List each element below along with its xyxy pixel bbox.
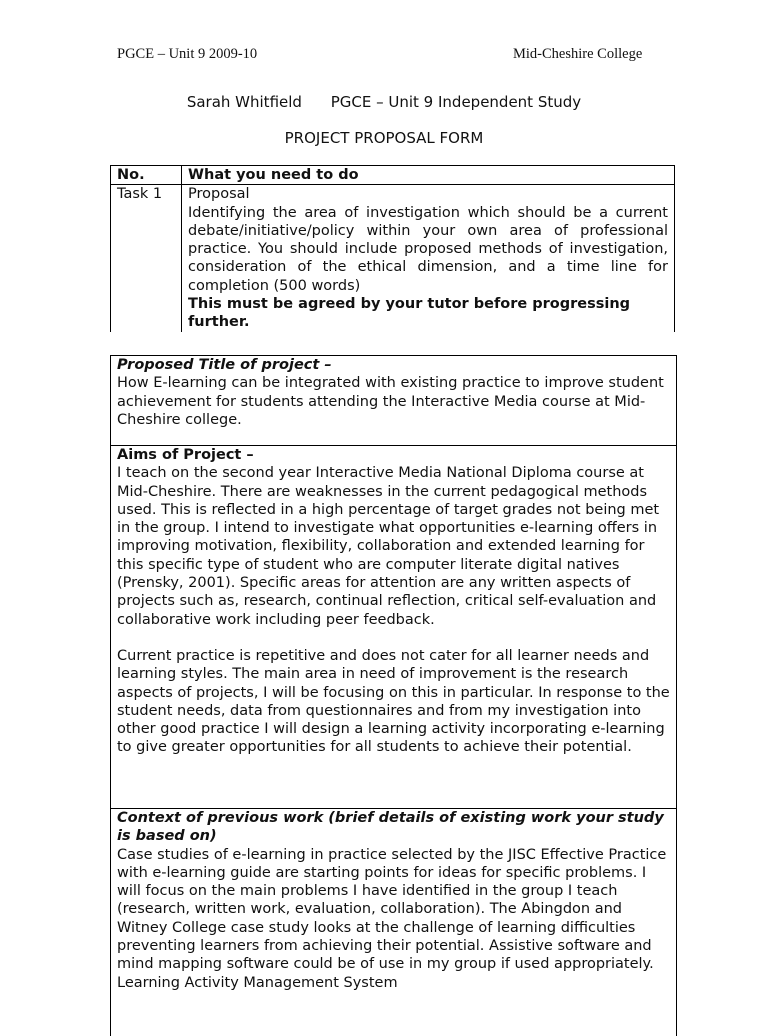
task-note: This must be agreed by your tutor before progressing further.	[188, 296, 631, 331]
task-description-cell	[182, 185, 675, 332]
form-title: PROJECT PROPOSAL FORM	[284, 129, 484, 147]
task-number-cell: Task 1	[111, 185, 182, 332]
section-aims	[111, 446, 676, 809]
section-context	[111, 809, 676, 992]
aims-paragraph-2: Current practice is repetitive and does not cater for all learner needs and learning styles. The main area in need of improvement is the research aspects of projects, I will be focusing on this in particular. In response to the student needs, data from questionnaires and from my investigation into other good practice I will design a learning activity incorporating e-learning to give greater opportunities for all students to achieve their potential.	[117, 647, 670, 756]
section-proposed-title	[111, 356, 676, 446]
proposal-table	[110, 355, 677, 1036]
column-header-task: What you need to do	[182, 166, 675, 185]
proposed-title-text: How E-learning can be integrated with existing practice to improve student achievement for students attending the Interactive Media course at Mid-Cheshire college.	[117, 375, 664, 428]
context-heading: Context of previous work (brief details of existing work your study is based on)	[117, 810, 664, 845]
running-header-left: PGCE – Unit 9 2009-10	[117, 46, 258, 62]
context-text: Case studies of e-learning in practice selected by the JISC Effective Practice with e-learning guide are starting points for ideas for specific problems. I will focus on the main problems I have identified in the group I teach (research, written work, evaluation, collaboration). The Abingdon and Witney College case study looks at the challenge of learning difficulties preventing learners from achieving their potential. Assistive software and mind mapping software could be of use in my group if used appropriately. Learning Activity Management System	[117, 846, 667, 991]
task-title: Proposal	[188, 186, 250, 203]
column-header-number: No.	[111, 166, 182, 185]
proposed-title-heading: Proposed Title of project –	[117, 357, 332, 373]
aims-heading: Aims of Project –	[117, 447, 254, 463]
task-table-header-row	[111, 166, 675, 185]
course-title: PGCE – Unit 9 Independent Study	[330, 93, 582, 111]
task-description: Identifying the area of investigation which should be a current debate/initiative/policy within your own area of professional practice. You should include proposed methods of investigation, consideration of the ethical dimension, and a time line for completion (500 words)	[188, 204, 668, 294]
running-header-right: Mid-Cheshire College	[513, 46, 643, 62]
document-title-line	[0, 93, 768, 111]
author-name: Sarah Whitfield	[186, 93, 302, 111]
aims-paragraph-1: I teach on the second year Interactive Media National Diploma course at Mid-Cheshire. There are weaknesses in the current pedagogical methods used. This is reflected in a high percentage of target grades not being met in the group. I intend to investigate what opportunities e-learning offers in improving motivation, flexibility, collaboration and extended learning for this specific type of student who are computer literate digital natives (Prensky, 2001). Specific areas for attention are any written aspects of projects such as, research, continual reflection, critical self-evaluation and collaborative work including peer feedback.	[117, 465, 660, 628]
task-table	[110, 165, 675, 332]
task-row	[111, 185, 675, 332]
